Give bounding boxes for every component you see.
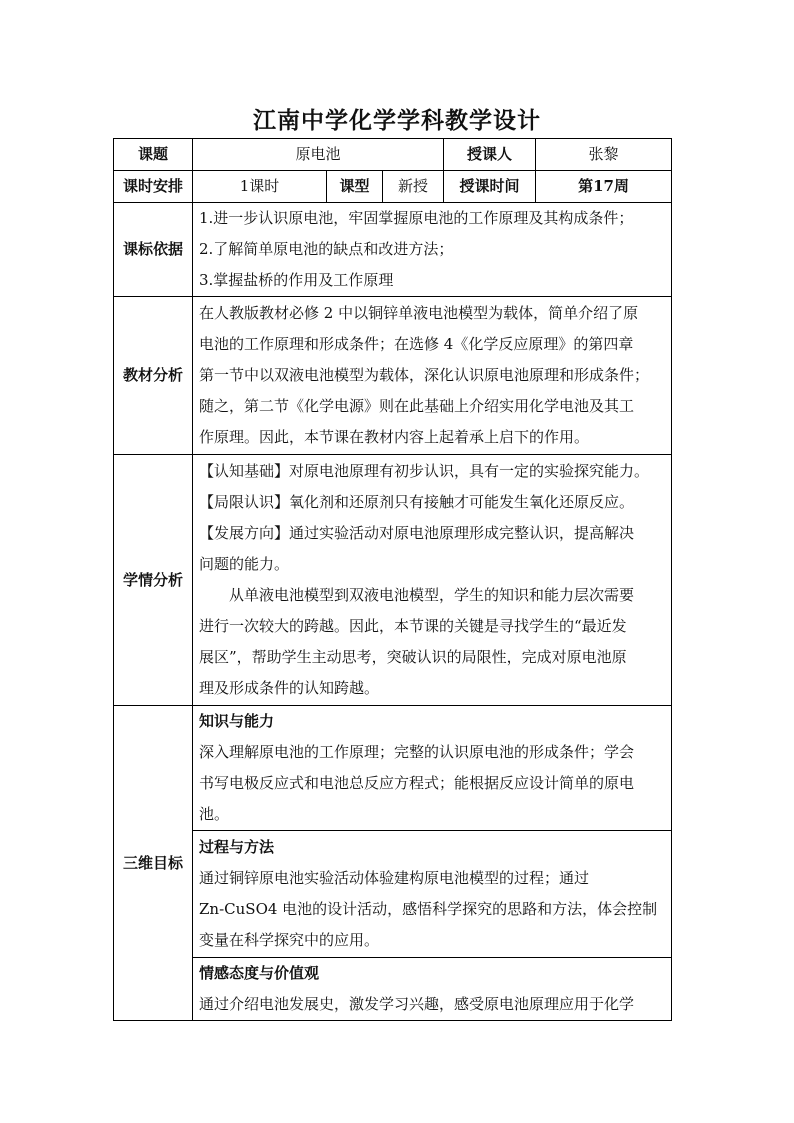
type-value: 新授 <box>383 171 444 203</box>
students-para-line: 进行一次较大的跨越。因此，本节课的关键是寻找学生的“最近发 <box>199 617 627 635</box>
process-content <box>193 831 672 958</box>
students-para-line: 理及形成条件的认知跨越。 <box>199 679 380 697</box>
curriculum-row <box>114 203 672 297</box>
schedule-label: 课时安排 <box>114 171 193 203</box>
knowledge-line: 深入理解原电池的工作原理；完整的认识原电池的形成条件；学会 <box>199 743 635 761</box>
curriculum-line: 3.掌握盐桥的作用及工作原理 <box>199 271 394 289</box>
teacher-label: 授课人 <box>444 139 536 171</box>
process-line: 变量在科学探究中的应用。 <box>199 931 380 949</box>
knowledge-line: 池。 <box>199 805 230 823</box>
objectives-knowledge-row <box>114 706 672 831</box>
page-title: 江南中学化学学科教学设计 <box>253 107 541 134</box>
students-content <box>193 455 672 706</box>
emotion-line: 通过介绍电池发展史，激发学习兴趣，感受原电池原理应用于化学 <box>199 995 635 1013</box>
knowledge-content <box>193 706 672 831</box>
students-para-line: 从单液电池模型到双液电池模型，学生的知识和能力层次需要 <box>229 586 635 604</box>
textbook-line: 随之，第二节《化学电源》则在此基础上介绍实用化学电池及其工 <box>199 397 635 415</box>
students-line: 【认知基础】对原电池原理有初步认识，具有一定的实验探究能力。 <box>199 462 650 480</box>
students-line: 【局限认识】氧化剂和还原剂只有接触才可能发生氧化还原反应。 <box>199 493 635 511</box>
time-value: 第17周 <box>536 171 672 203</box>
curriculum-content <box>193 203 672 297</box>
time-label: 授课时间 <box>444 171 536 203</box>
knowledge-line: 书写电极反应式和电池总反应方程式；能根据反应设计简单的原电 <box>199 774 635 792</box>
textbook-row <box>114 297 672 455</box>
topic-value: 原电池 <box>193 139 444 171</box>
curriculum-line: 1.进一步认识原电池，牢固掌握原电池的工作原理及其构成条件； <box>199 209 634 227</box>
textbook-line: 在人教版教材必修 2 中以铜锌单液电池模型为载体，简单介绍了原 <box>199 304 639 322</box>
textbook-label: 教材分析 <box>114 297 193 455</box>
textbook-line: 作原理。因此，本节课在教材内容上起着承上启下的作用。 <box>199 428 590 446</box>
process-line: Zn-CuSO4 电池的设计活动，感悟科学探究的思路和方法，体会控制 <box>199 900 658 918</box>
schedule-value: 1课时 <box>193 171 327 203</box>
students-line: 问题的能力。 <box>199 555 290 573</box>
teacher-value: 张黎 <box>536 139 672 171</box>
curriculum-label: 课标依据 <box>114 203 193 297</box>
lesson-plan-table <box>113 138 672 1021</box>
objectives-emotion-row <box>114 958 672 1021</box>
type-label: 课型 <box>327 171 383 203</box>
topic-label: 课题 <box>114 139 193 171</box>
textbook-line: 第一节中以双液电池模型为载体，深化认识原电池原理和形成条件； <box>199 366 650 384</box>
textbook-line: 电池的工作原理和形成条件；在选修 4《化学反应原理》的第四章 <box>199 335 634 353</box>
emotion-content <box>193 958 672 1021</box>
students-line: 【发展方向】通过实验活动对原电池原理形成完整认识，提高解决 <box>199 524 635 542</box>
process-heading: 过程与方法 <box>199 838 275 856</box>
process-line: 通过铜锌原电池实验活动体验建构原电池模型的过程；通过 <box>199 869 590 887</box>
emotion-heading: 情感态度与价值观 <box>199 964 320 982</box>
students-label: 学情分析 <box>114 455 193 706</box>
knowledge-heading: 知识与能力 <box>199 712 275 730</box>
topic-row <box>114 139 672 171</box>
students-para-line: 展区”，帮助学生主动思考，突破认识的局限性，完成对原电池原 <box>199 648 627 666</box>
objectives-label: 三维目标 <box>114 706 193 1021</box>
schedule-row <box>114 171 672 203</box>
curriculum-line: 2.了解简单原电池的缺点和改进方法； <box>199 240 454 258</box>
students-row <box>114 455 672 706</box>
textbook-content <box>193 297 672 455</box>
objectives-process-row <box>114 831 672 958</box>
